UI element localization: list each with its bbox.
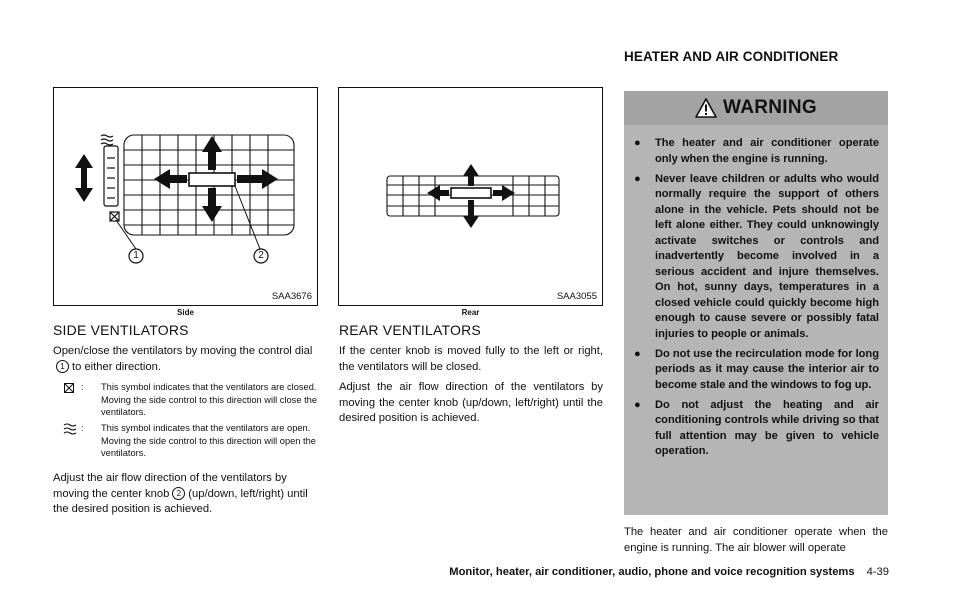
- side-vent-figure: [53, 87, 318, 306]
- warning-list: [624, 136, 888, 464]
- figure-caption-rear: Rear: [461, 308, 480, 317]
- footer-title: Monitor, heater, air conditioner, audio, phone and voice recognition systems: [449, 566, 855, 578]
- rear-ventilators-paragraph-1: If the center knob is moved fully to the left or right, the ventilators will be closed.: [339, 345, 603, 373]
- rear-ventilators-paragraph-2: Adjust the air flow direction of the ventilators by moving the center knob (up/down, left/right) until the desired position is achieved.: [339, 381, 603, 424]
- symbol-open-text: This symbol indicates that the ventilators are open. Moving the side control to this direction will open the ventilators.: [101, 423, 316, 458]
- warning-item-text: Do not use the recirculation mode for long periods as it may cause the interior air to become stale and the windows to fog up.: [655, 347, 879, 391]
- section-title: HEATER AND AIR CONDITIONER: [624, 49, 839, 64]
- warning-item: [624, 136, 888, 167]
- vent-open-icon: [63, 423, 77, 435]
- bullet: ●: [634, 347, 641, 360]
- warning-item: [624, 347, 888, 394]
- figure-code-side: SAA3676: [271, 291, 312, 302]
- warning-item: [624, 398, 888, 460]
- figure-code-rear: SAA3055: [556, 291, 597, 302]
- figure-caption-side: Side: [177, 308, 194, 317]
- vent-closed-icon: [64, 383, 74, 393]
- warning-item-text: Do not adjust the heating and air conditioning controls while driving so that full attention may be given to vehicle operation.: [655, 398, 879, 457]
- side-p1-text-b: to either direction.: [72, 360, 161, 373]
- callout-1-label: 1: [133, 250, 139, 261]
- symbol-closed-colon: :: [81, 382, 84, 392]
- rear-ventilators-heading: REAR VENTILATORS: [339, 322, 481, 338]
- callout-2-inline: 2: [172, 487, 185, 500]
- warning-box: [624, 91, 888, 515]
- warning-item: [624, 172, 888, 343]
- page-footer: [449, 566, 889, 578]
- side-ventilators-paragraph-1: [53, 344, 318, 375]
- warning-triangle-icon: [695, 98, 717, 118]
- rear-vent-illustration: [339, 88, 602, 288]
- bullet: ●: [634, 137, 641, 149]
- callout-1-inline: 1: [56, 360, 69, 373]
- warning-item-text: The heater and air conditioner operate only when the engine is running.: [655, 137, 879, 165]
- callout-2-label: 2: [258, 250, 264, 261]
- warning-title: WARNING: [723, 97, 817, 118]
- after-warning-paragraph: The heater and air conditioner operate when the engine is running. The air blower will operate: [624, 526, 888, 554]
- side-p2-text-b: (up/down, left/right) until the desired position is achieved.: [53, 487, 308, 515]
- side-ventilators-heading: SIDE VENTILATORS: [53, 322, 189, 338]
- side-p2-text-a: Adjust the air flow direction of the ventilators by moving the center knob: [53, 472, 287, 500]
- side-ventilators-paragraph-2: [53, 471, 318, 518]
- bullet: ●: [634, 398, 641, 411]
- symbol-open-colon: :: [81, 423, 84, 433]
- bullet: ●: [634, 172, 641, 185]
- warning-header: [624, 91, 888, 125]
- warning-item-text: Never leave children or adults who would normally require the support of others alone in the vehicle. Pets should not be left alone either. They could unknowingly activate switches or controls and inadvertently become involved in a serious accident and injure themselves. On hot, sunny days, temperatures in a closed vehicle could quickly become high enough to cause severe or possibly fatal injuries to people or animals.: [655, 172, 879, 340]
- side-p1-text-a: Open/close the ventilators by moving the control dial: [53, 345, 313, 357]
- side-vent-illustration: [54, 88, 317, 288]
- rear-vent-figure: [338, 87, 603, 306]
- symbol-closed-text: This symbol indicates that the ventilators are closed. Moving the side control to this direction will close the ventilators.: [101, 382, 317, 417]
- page-number: 4-39: [866, 566, 889, 578]
